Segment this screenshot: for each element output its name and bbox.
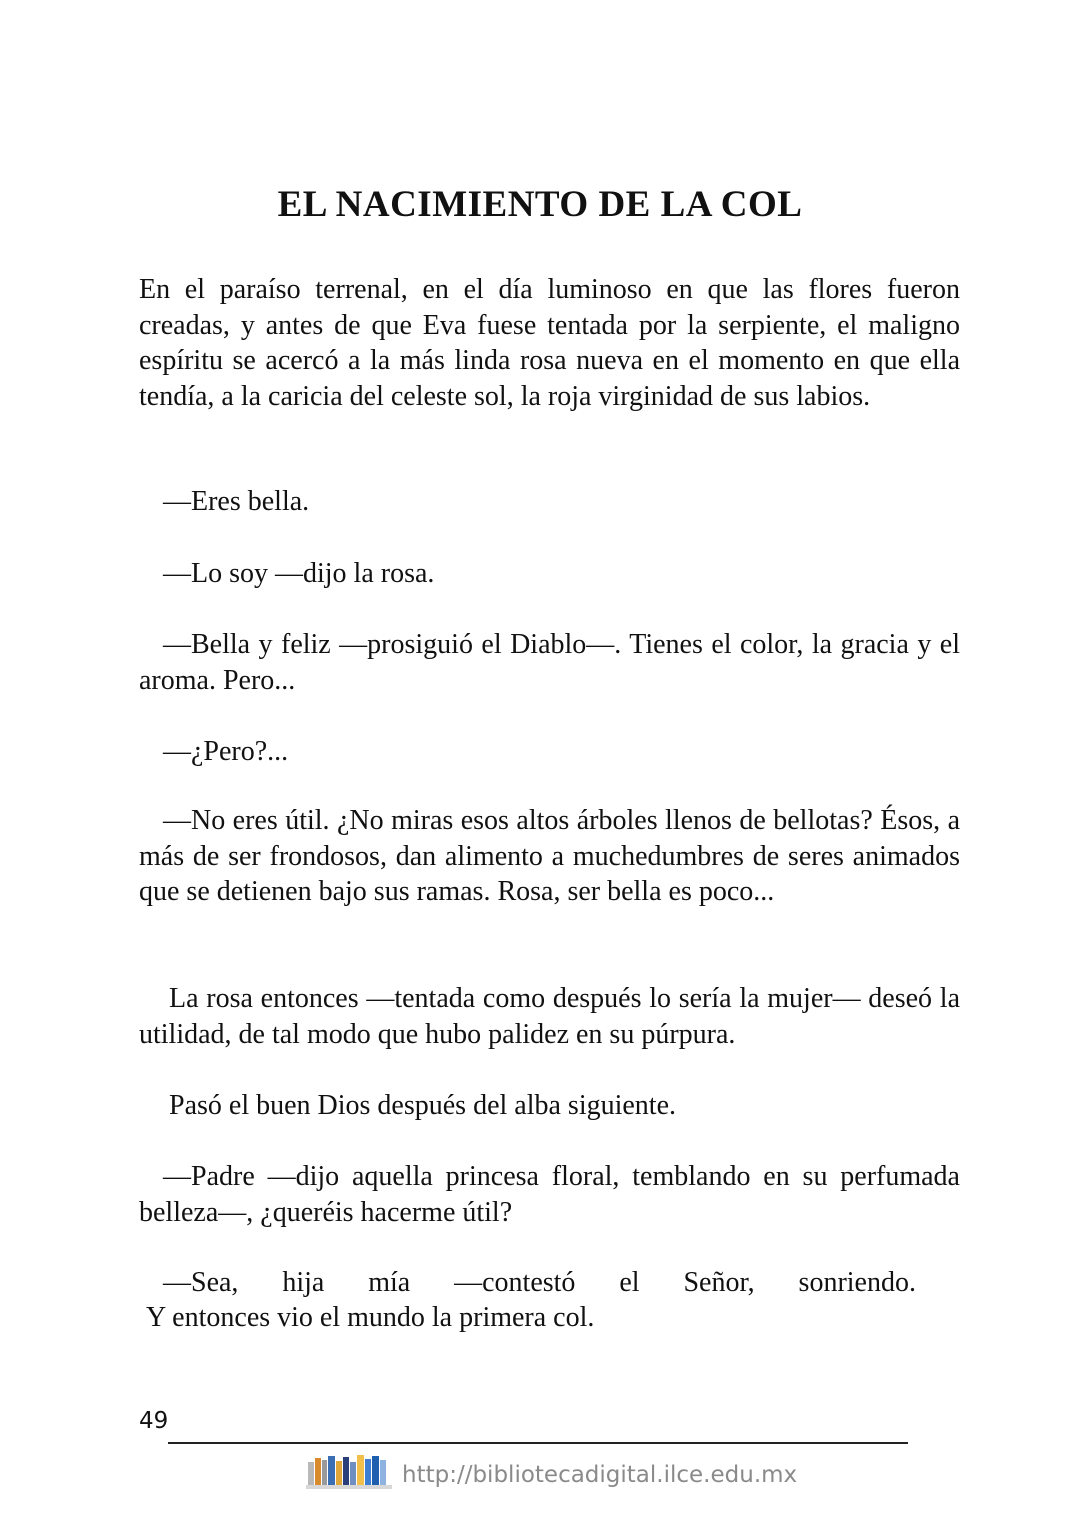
dialogue-line-5: —No eres útil. ¿No miras esos altos árboles llenos de bellotas? Ésos, a más de ser frondosos, dan alimento a muchedumbres de seres animados que se detienen bajo sus ramas. Rosa, ser bella es poco...	[139, 805, 960, 907]
dialogue-line-6: —Padre —dijo aquella princesa floral, temblando en su perfumada belleza—, ¿queréis hacerme útil?	[139, 1161, 960, 1228]
dialogue-line-2: —Lo soy —dijo la rosa.	[163, 558, 435, 589]
closing-line: Y entonces vio el mundo la primera col.	[146, 1302, 595, 1333]
dialogue-line-1: —Eres bella.	[163, 486, 310, 517]
dialogue-line-3: —Bella y feliz —prosiguió el Diablo—. Tienes el color, la gracia y el aroma. Pero...	[139, 629, 960, 696]
dialogue-line-7: —Sea, hija mía —contestó el Señor, sonriendo.	[163, 1267, 916, 1298]
footer-url: http://bibliotecadigital.ilce.edu.mx	[402, 1462, 798, 1488]
narration-paragraph-1: La rosa entonces —tentada como después lo sería la mujer— deseó la utilidad, de tal modo que hubo palidez en su púrpura.	[139, 983, 960, 1050]
page-number: 49	[139, 1408, 169, 1434]
books-logo-icon	[306, 1450, 392, 1490]
paragraph-intro: En el paraíso terrenal, en el día luminoso en que las flores fueron creadas, y antes de que Eva fuese tentada por la serpiente, el maligno espíritu se acercó a la más linda rosa nueva en el momento en que ella tendía, a la caricia del celeste sol, la roja virginidad de sus labios.	[139, 274, 960, 412]
page-title: EL NACIMIENTO DE LA COL	[277, 184, 803, 225]
footer-divider	[168, 1442, 908, 1444]
dialogue-line-4: —¿Pero?...	[163, 736, 289, 767]
narration-paragraph-2: Pasó el buen Dios después del alba siguiente.	[169, 1090, 677, 1121]
